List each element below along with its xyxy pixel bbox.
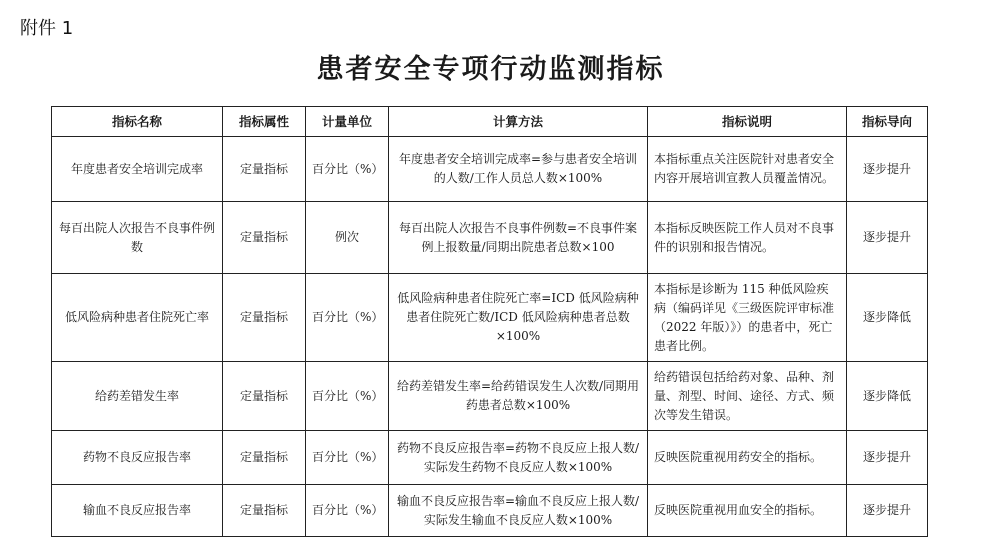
cell-method: 年度患者安全培训完成率=参与患者安全培训的人数/工作人员总人数×100% [389,137,648,202]
cell-indicator-name: 年度患者安全培训完成率 [52,137,223,202]
cell-direction: 逐步降低 [847,274,928,362]
cell-direction: 逐步提升 [847,137,928,202]
table-row [52,137,928,202]
cell-unit: 百分比（%） [306,137,389,202]
cell-unit: 百分比（%） [306,362,389,431]
cell-method: 药物不良反应报告率=药物不良反应上报人数/实际发生药物不良反应人数×100% [389,431,648,485]
cell-method: 低风险病种患者住院死亡率=ICD 低风险病种患者住院死亡数/ICD 低风险病种患者总数×100% [389,274,648,362]
table-row [52,431,928,485]
cell-attribute: 定量指标 [223,431,306,485]
cell-description: 反映医院重视用血安全的指标。 [648,485,847,537]
cell-unit: 百分比（%） [306,274,389,362]
cell-method: 输血不良反应报告率=输血不良反应上报人数/实际发生输血不良反应人数×100% [389,485,648,537]
cell-unit: 例次 [306,202,389,274]
cell-method: 给药差错发生率=给药错误发生人次数/同期用药患者总数×100% [389,362,648,431]
cell-indicator-name: 给药差错发生率 [52,362,223,431]
cell-attribute: 定量指标 [223,202,306,274]
header-unit: 计量单位 [306,107,389,137]
cell-indicator-name: 低风险病种患者住院死亡率 [52,274,223,362]
cell-description: 本指标反映医院工作人员对不良事件的识别和报告情况。 [648,202,847,274]
cell-direction: 逐步提升 [847,202,928,274]
cell-attribute: 定量指标 [223,485,306,537]
table-row [52,202,928,274]
cell-unit: 百分比（%） [306,431,389,485]
cell-direction: 逐步提升 [847,431,928,485]
cell-description: 反映医院重视用药安全的指标。 [648,431,847,485]
indicator-table [51,106,928,537]
cell-unit: 百分比（%） [306,485,389,537]
header-indicator-name: 指标名称 [52,107,223,137]
cell-description: 本指标重点关注医院针对患者安全内容开展培训宣教人员覆盖情况。 [648,137,847,202]
cell-method: 每百出院人次报告不良事件例数=不良事件案例上报数量/同期出院患者总数×100 [389,202,648,274]
cell-attribute: 定量指标 [223,274,306,362]
header-calculation-method: 计算方法 [389,107,648,137]
cell-indicator-name: 每百出院人次报告不良事件例数 [52,202,223,274]
header-description: 指标说明 [648,107,847,137]
cell-indicator-name: 输血不良反应报告率 [52,485,223,537]
cell-description: 本指标是诊断为 115 种低风险疾病（编码详见《三级医院评审标准（2022 年版）》）的患者中，死亡患者比例。 [648,274,847,362]
header-direction: 指标导向 [847,107,928,137]
table-header-row [52,107,928,137]
cell-direction: 逐步降低 [847,362,928,431]
cell-description: 给药错误包括给药对象、品种、剂量、剂型、时间、途径、方式、频次等发生错误。 [648,362,847,431]
table-row [52,274,928,362]
table-row [52,362,928,431]
table-row [52,485,928,537]
attachment-label: 附件 1 [20,18,74,39]
cell-attribute: 定量指标 [223,137,306,202]
cell-attribute: 定量指标 [223,362,306,431]
header-indicator-attribute: 指标属性 [223,107,306,137]
cell-direction: 逐步提升 [847,485,928,537]
page-title: 患者安全专项行动监测指标 [316,54,665,85]
cell-indicator-name: 药物不良反应报告率 [52,431,223,485]
